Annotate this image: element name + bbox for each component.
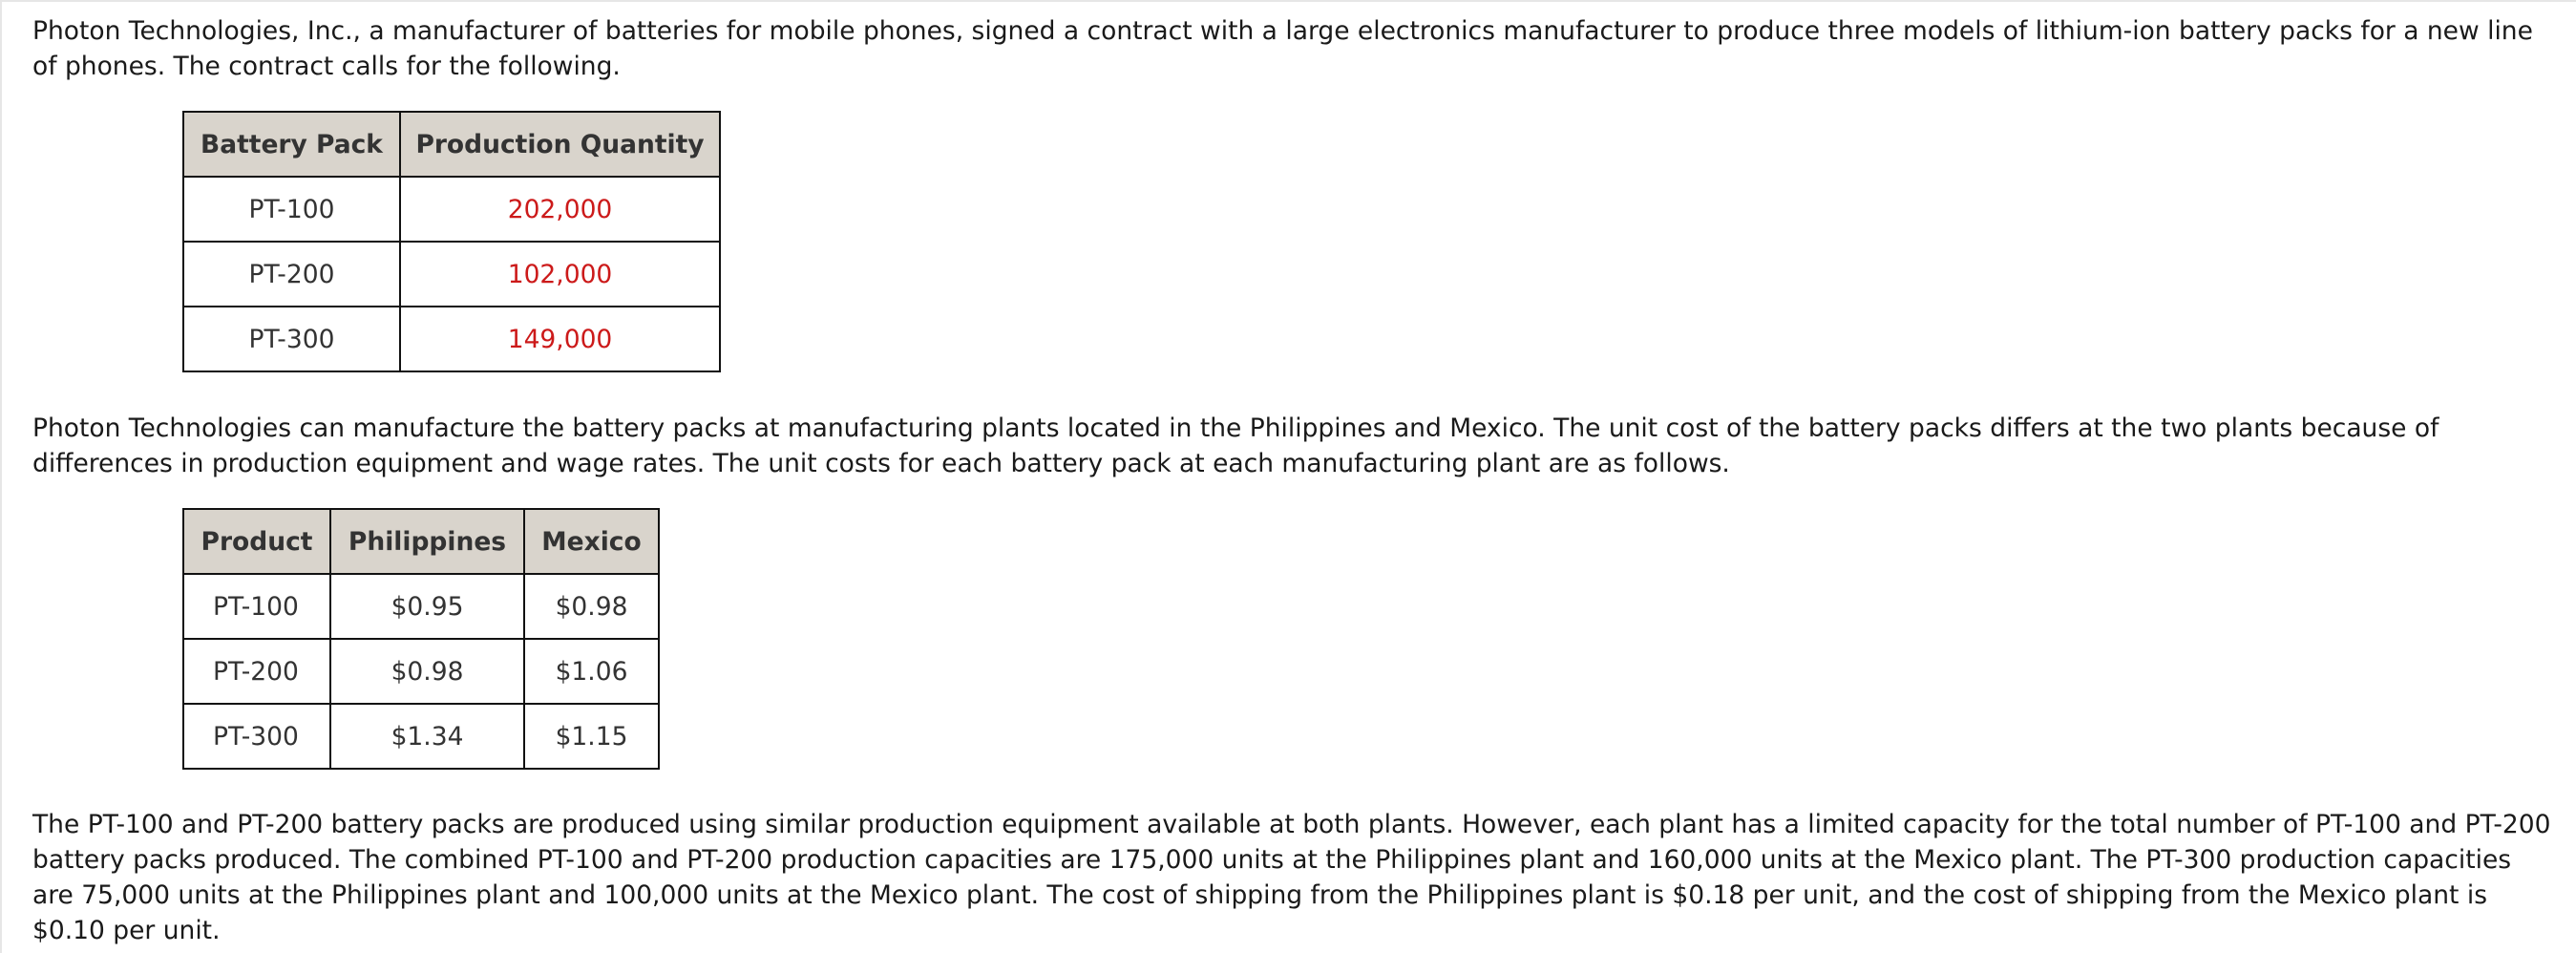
quantity-cell: 102,000 bbox=[400, 242, 720, 307]
mexico-cost-cell: $1.15 bbox=[524, 704, 659, 769]
quantity-cell: 149,000 bbox=[400, 307, 720, 371]
table-row bbox=[183, 639, 659, 704]
capacity-paragraph: The PT-100 and PT-200 battery packs are produced using similar production equipment available at both plants. However, each plant has a limited capacity for the total number of PT-100 and PT-200 battery packs produced. The combined PT-100 and PT-200 production capacities are 175,000 units at the Philippines plant and 160,000 units at the Mexico plant. The PT-300 production capacities are 75,000 units at the Philippines plant and 100,000 units at the Mexico plant. The cost of shipping from the Philippines plant is $0.18 per unit, and the cost of shipping from the Mexico plant is $0.10 per unit. bbox=[32, 810, 2551, 945]
philippines-cost-cell: $0.95 bbox=[330, 574, 524, 639]
table-row bbox=[183, 574, 659, 639]
intro-paragraph: Photon Technologies, Inc., a manufacturer of batteries for mobile phones, signed a contract with a large electronics manufacturer to produce three models of lithium-ion battery packs for a new line of phones. The contract calls for the following. bbox=[32, 16, 2533, 81]
philippines-cost-cell: $0.98 bbox=[330, 639, 524, 704]
table-row bbox=[183, 242, 720, 307]
product-cell: PT-300 bbox=[183, 704, 330, 769]
product-cell: PT-100 bbox=[183, 574, 330, 639]
philippines-cost-cell: $1.34 bbox=[330, 704, 524, 769]
plants-paragraph: Photon Technologies can manufacture the battery packs at manufacturing plants located in the Philippines and Mexico. The unit cost of the battery packs differs at the two plants because of differences in production equipment and wage rates. The unit costs for each battery pack at each manufacturing plant are as follows. bbox=[32, 413, 2439, 478]
header-battery-pack: Battery Pack bbox=[183, 112, 400, 177]
table-header-row bbox=[183, 112, 720, 177]
table-row bbox=[183, 704, 659, 769]
header-product: Product bbox=[183, 509, 330, 574]
header-production-quantity: Production Quantity bbox=[400, 112, 720, 177]
unit-cost-table bbox=[182, 508, 660, 770]
table-row bbox=[183, 177, 720, 242]
header-philippines: Philippines bbox=[330, 509, 524, 574]
header-mexico: Mexico bbox=[524, 509, 659, 574]
battery-pack-cell: PT-300 bbox=[183, 307, 400, 371]
table-header-row bbox=[183, 509, 659, 574]
battery-pack-cell: PT-200 bbox=[183, 242, 400, 307]
quantity-cell: 202,000 bbox=[400, 177, 720, 242]
battery-pack-cell: PT-100 bbox=[183, 177, 400, 242]
production-quantity-table bbox=[182, 111, 721, 372]
product-cell: PT-200 bbox=[183, 639, 330, 704]
mexico-cost-cell: $0.98 bbox=[524, 574, 659, 639]
table-row bbox=[183, 307, 720, 371]
mexico-cost-cell: $1.06 bbox=[524, 639, 659, 704]
